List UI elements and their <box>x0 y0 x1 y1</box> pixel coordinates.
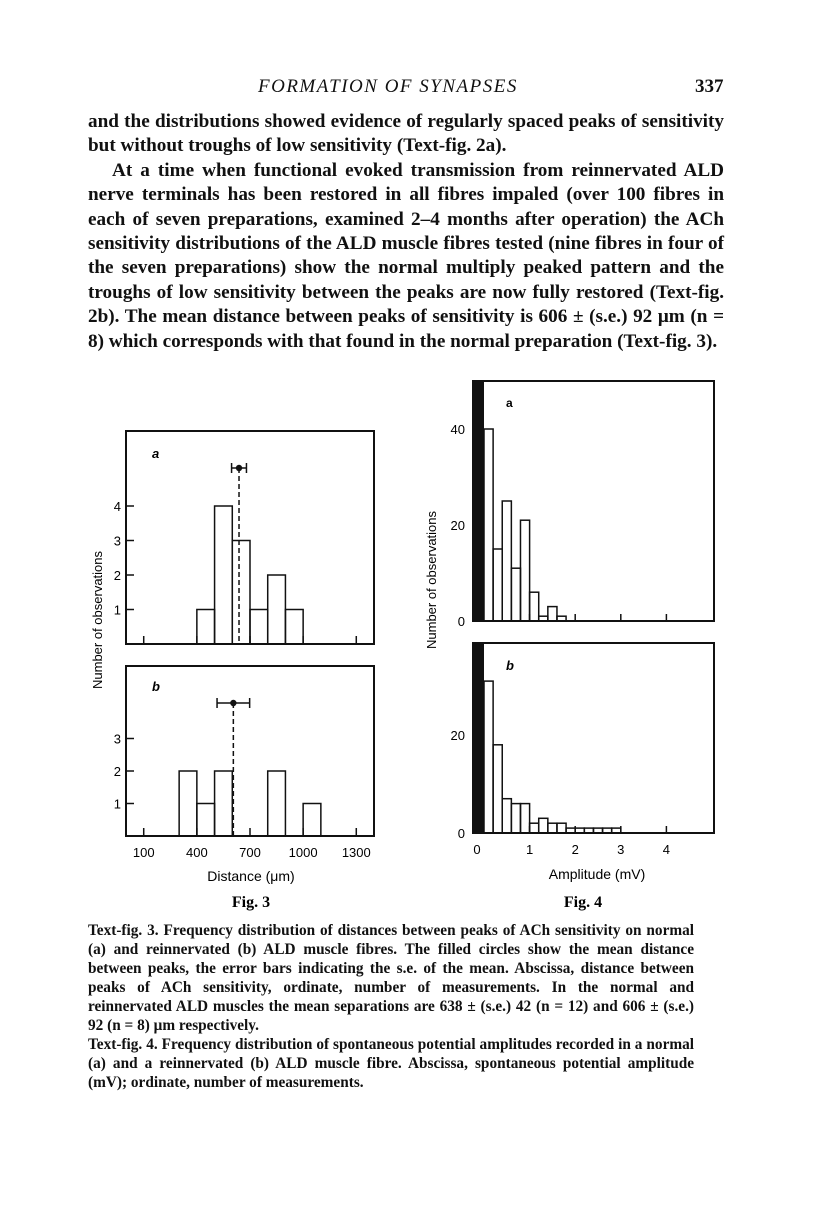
fig3a-panel-label: a <box>152 446 160 461</box>
fig4-xtick-label: 4 <box>662 842 671 857</box>
fig4b-bar <box>566 828 575 833</box>
fig4b-bar <box>575 828 584 833</box>
fig4a-bar <box>539 616 548 621</box>
fig4a-filled-bar <box>473 381 484 621</box>
fig4-xtick-label: 2 <box>571 842 579 857</box>
fig4a-bar <box>548 607 557 621</box>
fig4b-bar <box>502 799 511 833</box>
fig4-xtick-label: 0 <box>473 842 481 857</box>
fig3-ylabel: Number of observations <box>90 550 105 690</box>
fig3a-bar <box>250 610 268 645</box>
fig4a-bar <box>520 520 529 621</box>
fig4a-bar <box>502 501 511 621</box>
fig3-label: Fig. 3 <box>231 894 271 911</box>
figure-captions <box>88 921 694 1092</box>
fig3b-panel-label: b <box>152 679 160 694</box>
fig4b-bar <box>584 828 593 833</box>
fig4a-ytick-label: 40 <box>450 422 465 437</box>
fig4a-bar <box>530 592 539 621</box>
fig4b-bar <box>593 828 602 833</box>
figure-3 <box>90 431 374 911</box>
fig3a-bar <box>268 575 286 644</box>
fig3b-ytick-label: 1 <box>113 796 121 812</box>
fig4a-panel-label: a <box>506 396 513 410</box>
fig4a-bar <box>484 429 493 621</box>
fig3a-mean-point <box>236 465 242 471</box>
fig3-xtick-label: 100 <box>132 845 155 860</box>
fig4b-bar <box>539 818 548 833</box>
fig3b-bar <box>215 771 233 836</box>
fig3b-frame <box>126 666 374 836</box>
fig3b-bar <box>197 804 215 837</box>
fig4b-bar <box>557 823 566 833</box>
fig3a-bar <box>232 541 250 645</box>
fig3a-bar <box>197 610 215 645</box>
fig4b-bar <box>603 828 612 833</box>
fig3a-bar <box>285 610 303 645</box>
fig4b-filled-bar <box>473 643 484 833</box>
figures <box>0 370 816 920</box>
fig4a-ytick-label: 0 <box>457 614 465 629</box>
fig4-label: Fig. 4 <box>563 894 603 911</box>
fig3-xlabel: Distance (μm) <box>207 868 295 884</box>
fig3b-mean-point <box>230 700 236 706</box>
running-header <box>0 76 816 102</box>
caption-fig4: Text-fig. 4. Frequency distribution of spontaneous potential amplitudes recorded in a normal (a) and a reinnervated (b) ALD muscle fibre. Abscissa, spontaneous potential amplitude (mV); ordinate, number of measurements. <box>88 1036 694 1091</box>
fig3b-ytick-label: 2 <box>113 764 121 779</box>
fig3a-ytick-label: 3 <box>113 533 121 549</box>
fig4b-bar <box>530 823 539 833</box>
fig3b-bar <box>179 771 197 836</box>
fig4a-bar <box>493 549 502 621</box>
fig4a-bar <box>557 616 566 621</box>
fig4b-ytick-label: 20 <box>450 728 465 743</box>
fig4b-bar <box>484 681 493 833</box>
caption-fig3: Text-fig. 3. Frequency distribution of distances between peaks of ACh sensitivity on normal (a) and reinnervated (b) ALD muscle fibres. The filled circles show the mean distance between peaks, the error bars indicating the s.e. of the mean. Abscissa, distance between peaks of ACh sensitivity, ordinate, number of measurements. In the normal and reinnervated ALD muscles the mean separations are 638 ± (s.e.) 42 (n = 12) and 606 ± (s.e.) 92 (n = 8) μm respectively. <box>88 922 694 1034</box>
body-text <box>88 110 724 354</box>
fig4b-bar <box>493 745 502 833</box>
body-paragraph: At a time when functional evoked transmission from reinnervated ALD nerve terminals has been restored in all fibres impaled (over 100 fibres in each of seven preparations, examined 2–4 months after operation) the ACh sensitivity distributions of the ALD muscle fibres tested (nine fibres in four of the seven preparations) show the normal multiply peaked pattern and the troughs of low sensitivity between the peaks are now fully restored (Text-fig. 2b). The mean distance between peaks of sensitivity is 606 ± (s.e.) 92 μm (n = 8) which corresponds with that found in the normal preparation (Text-fig. 3). <box>88 159 724 352</box>
fig3b-bar <box>303 804 321 837</box>
fig3-xtick-label: 1300 <box>341 845 371 860</box>
fig4-xlabel: Amplitude (mV) <box>548 866 646 882</box>
fig3a-ytick-label: 2 <box>113 568 121 583</box>
page-number: 337 <box>695 76 724 97</box>
fig4-xtick-label: 1 <box>525 842 534 857</box>
fig3a-bar <box>215 506 233 644</box>
fig4-xtick-label: 3 <box>617 842 625 857</box>
body-paragraph: and the distributions showed evidence of regularly spaced peaks of sensitivity but without troughs of low sensitivity (Text-fig. 2a). <box>88 111 724 157</box>
running-title: FORMATION OF SYNAPSES <box>258 76 518 97</box>
fig4b-bar <box>511 804 520 833</box>
figure-4 <box>424 381 714 911</box>
fig4a-bar <box>511 568 520 621</box>
fig4-ylabel: Number of observations <box>424 510 439 650</box>
fig4b-ytick-label: 0 <box>457 826 465 841</box>
fig3-xtick-label: 400 <box>186 845 208 860</box>
fig4b-panel-label: b <box>506 658 514 673</box>
fig3a-ytick-label: 1 <box>113 602 121 618</box>
fig3-xtick-label: 1000 <box>288 845 318 860</box>
fig4b-bar <box>520 804 529 833</box>
fig4b-bar <box>548 823 557 833</box>
fig3b-bar <box>268 771 286 836</box>
fig4b-bar <box>612 828 621 833</box>
fig3a-ytick-label: 4 <box>113 499 121 514</box>
fig3-xtick-label: 700 <box>239 845 261 860</box>
fig3b-ytick-label: 3 <box>113 731 121 747</box>
fig4a-ytick-label: 20 <box>450 518 465 533</box>
